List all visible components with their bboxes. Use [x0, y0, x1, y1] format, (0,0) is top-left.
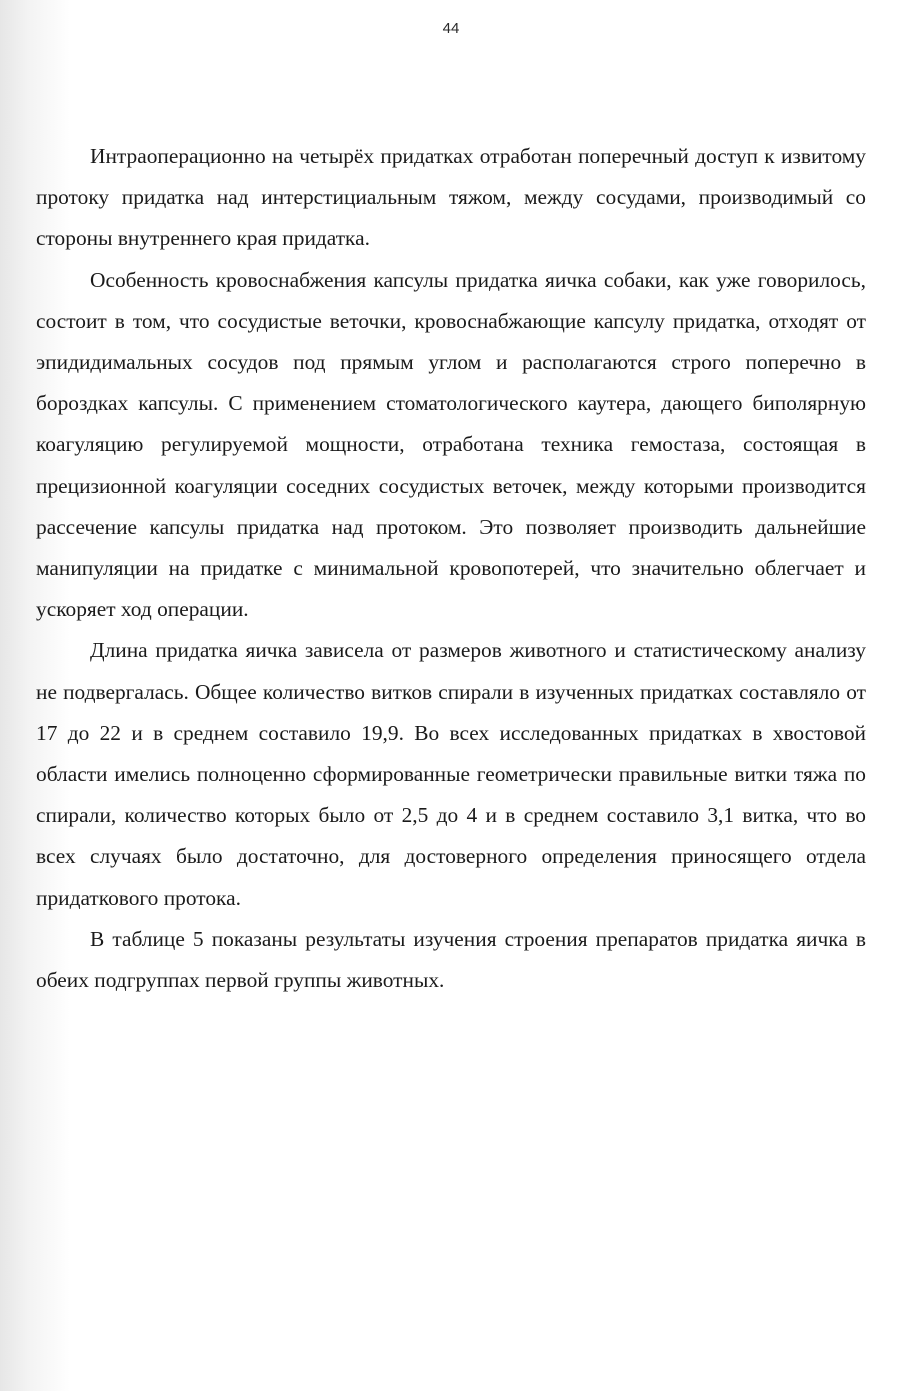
paragraph-spiral-turns: Длина придатка яичка зависела от размеров животного и статистическому анализу не подвергалась. Общее количество витков спирали в изученных придатках составляло от 17 до 22 и в среднем составило 19,9. Во всех исследованных придатках в хвостовой области имелись полноценно сформированные геометрически правильные витки тяжа по спирали, количество которых было от 2,5 до 4 и в среднем составило 3,1 витка, что во всех случаях было достаточно, для достоверного определения приносящего отдела придаткового протока. [36, 638, 866, 910]
document-body [36, 136, 866, 1001]
paragraph-table-reference: В таблице 5 показаны результаты изучения строения препаратов придатка яичка в обеих подгруппах первой группы животных. [36, 926, 866, 993]
page-number: 44 [442, 20, 460, 37]
paragraph-surgical-access: Интраоперационно на четырёх придатках отработан поперечный доступ к извитому протоку придатка над интерстициальным тяжом, между сосудами, производимый со стороны внутреннего края придатка. [36, 144, 866, 251]
paragraph-blood-supply: Особенность кровоснабжения капсулы придатка яичка собаки, как уже говорилось, состоит в том, что сосудистые веточки, кровоснабжающие капсулу придатка, отходят от эпидидимальных сосудов под прямым углом и располагаются строго поперечно в бороздках капсулы. С применением стоматологического каутера, дающего биполярную коагуляцию регулируемой мощности, отработана техника гемостаза, состоящая в прецизионной коагуляции соседних сосудистых веточек, между которыми производится рассечение капсулы придатка над протоком. Это позволяет производить дальнейшие манипуляции на придатке с минимальной кровопотерей, что значительно облегчает и ускоряет ход операции. [36, 267, 866, 622]
